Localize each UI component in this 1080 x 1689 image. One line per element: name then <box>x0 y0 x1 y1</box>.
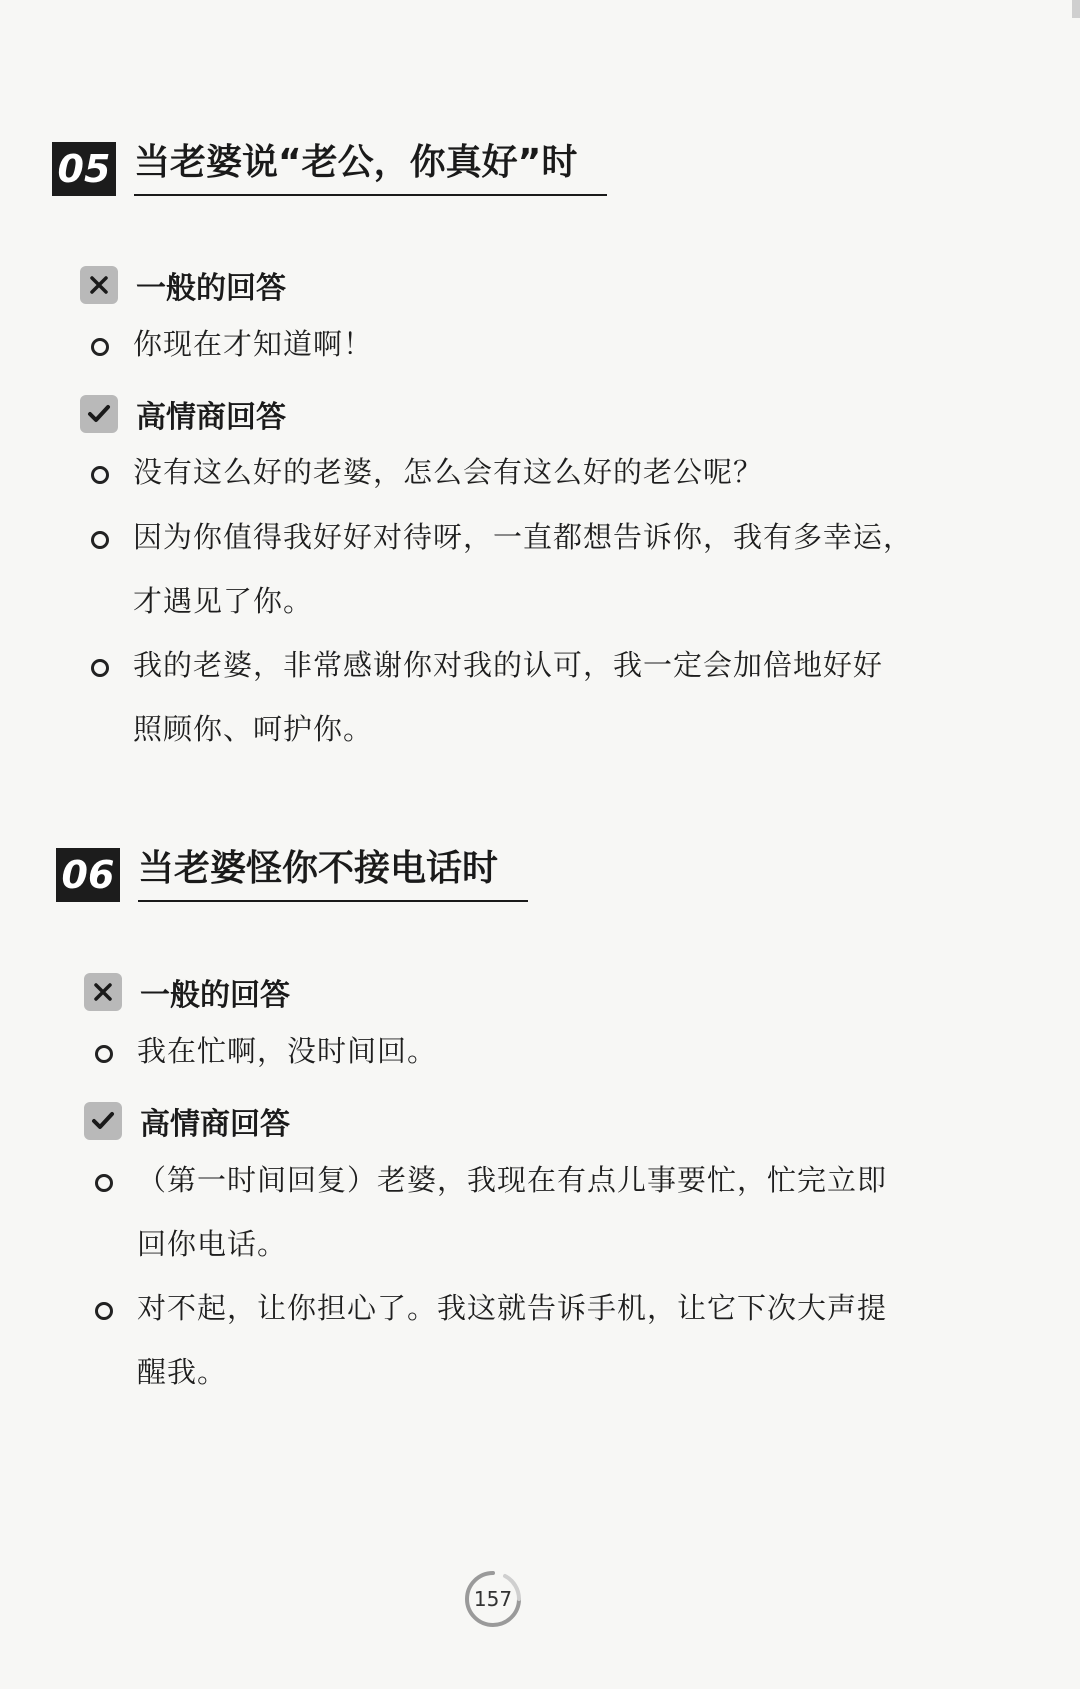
section-number: 05 <box>52 142 116 196</box>
page-edge-mark <box>1072 0 1080 18</box>
answer-text: 因为你值得我好好对待呀，一直都想告诉你，我有多幸运， <box>133 520 914 554</box>
section-header <box>52 136 607 196</box>
high-eq-answer-label: 高情商回答 <box>136 400 286 435</box>
section-title: 当老婆怪你不接电话时 <box>138 842 528 902</box>
answer-text-continued: 才遇见了你。 <box>133 584 314 618</box>
section-number: 06 <box>56 848 120 902</box>
general-answer-heading <box>84 970 290 1014</box>
cross-icon <box>84 973 122 1011</box>
bullet-icon <box>95 1045 113 1063</box>
answer-text-continued: 回你电话。 <box>137 1227 288 1261</box>
cross-icon <box>80 266 118 304</box>
answer-text-continued: 醒我。 <box>137 1355 228 1389</box>
answer-text: 我在忙啊，没时间回。 <box>137 1034 438 1068</box>
high-eq-answer-heading <box>84 1099 290 1143</box>
section-title: 当老婆说“老公，你真好”时 <box>134 136 607 196</box>
high-eq-answer-heading <box>80 392 286 436</box>
page-number-badge <box>461 1567 525 1631</box>
answer-text: 我的老婆，非常感谢你对我的认可，我一定会加倍地好好 <box>133 648 884 682</box>
answer-text: 你现在才知道啊！ <box>133 327 374 361</box>
answer-text: （第一时间回复）老婆，我现在有点儿事要忙，忙完立即 <box>137 1163 888 1197</box>
check-icon <box>84 1102 122 1140</box>
answer-text: 对不起，让你担心了。我这就告诉手机，让它下次大声提 <box>137 1291 888 1325</box>
section-header <box>56 842 528 902</box>
bullet-icon <box>91 531 109 549</box>
bullet-icon <box>91 466 109 484</box>
bullet-icon <box>91 659 109 677</box>
high-eq-answer-label: 高情商回答 <box>140 1107 290 1142</box>
page-number: 157 <box>473 1587 513 1611</box>
check-icon <box>80 395 118 433</box>
answer-text: 没有这么好的老婆，怎么会有这么好的老公呢？ <box>133 455 764 489</box>
general-answer-heading <box>80 263 286 307</box>
bullet-icon <box>95 1302 113 1320</box>
answer-text-continued: 照顾你、呵护你。 <box>133 712 374 746</box>
general-answer-label: 一般的回答 <box>140 978 290 1013</box>
bullet-icon <box>91 338 109 356</box>
bullet-icon <box>95 1174 113 1192</box>
general-answer-label: 一般的回答 <box>136 271 286 306</box>
